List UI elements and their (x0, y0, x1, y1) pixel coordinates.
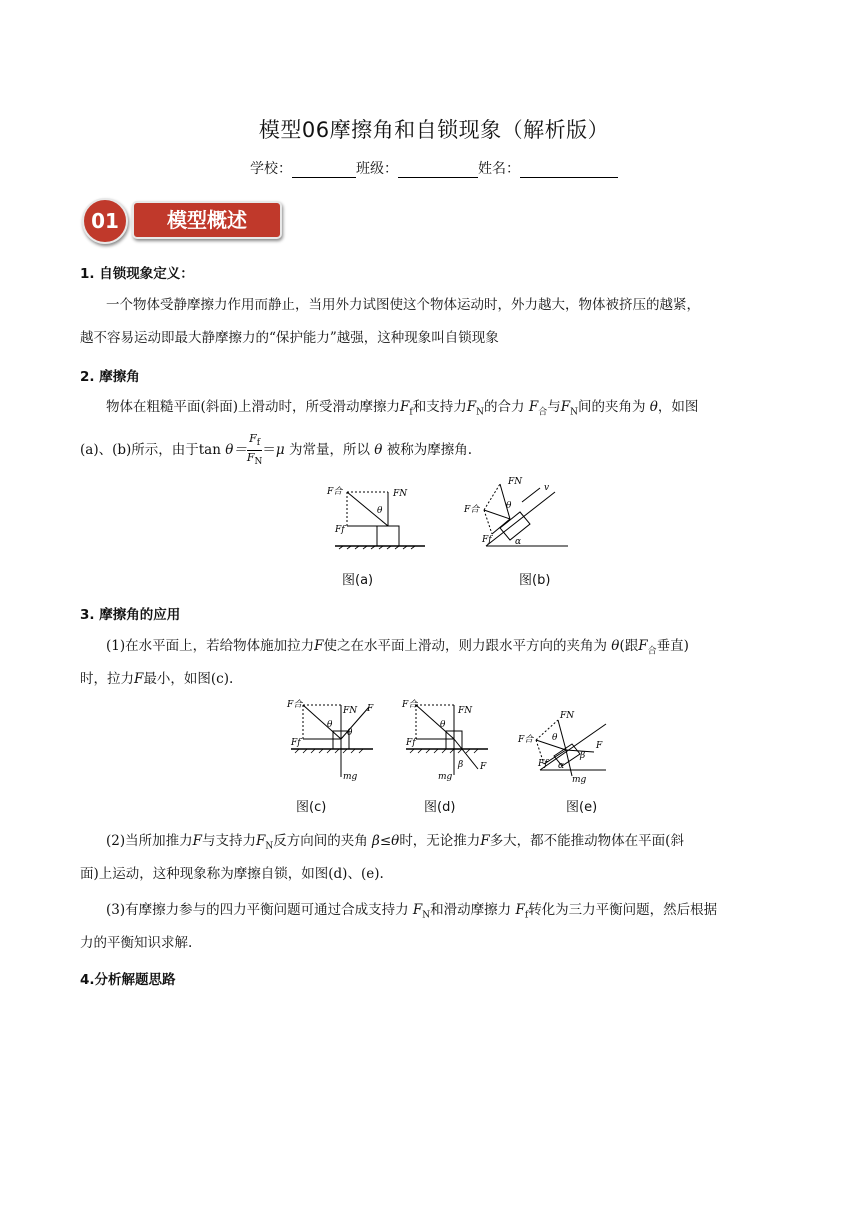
figure-e (514, 706, 614, 784)
s1-line-1: 一个物体受静摩擦力作用而静止，当用外力试图使这个物体运动时，外力越大，物体被挤压的越紧， (106, 297, 700, 313)
sym-beta: β (372, 833, 380, 849)
fig-a-label: FN (393, 489, 408, 499)
sym-F: F (412, 902, 423, 918)
s3-p3-line-1 (106, 894, 717, 933)
name-label: 姓名： (478, 161, 520, 177)
s3-p1-line-2 (80, 663, 233, 696)
text: 使之在水平面上滑动，则力跟水平方向的夹角为 (323, 638, 607, 654)
fig-d-label: F合 (402, 700, 418, 710)
s3-p3-line-2: 力的平衡知识求解. (80, 935, 193, 951)
sub-n: N (476, 407, 485, 418)
text: (跟 (619, 638, 639, 654)
fig-c-label: FN (343, 706, 358, 716)
fig-b-label: Ff (482, 535, 492, 545)
sub-n: N (265, 841, 274, 852)
fig-d-label: θ (440, 720, 446, 730)
sub-f: f (409, 407, 413, 418)
sub-he: 合 (647, 646, 657, 657)
sym-mu: μ (275, 442, 285, 459)
sub-f: f (524, 910, 529, 921)
sym-F: F (400, 399, 410, 415)
fig-e-label: F (596, 741, 603, 751)
fig-c-label: θ (347, 728, 353, 738)
sym-F: F (638, 638, 648, 654)
heading-1: 1. 自锁现象定义： (80, 266, 194, 282)
caption-c: 图(c) (296, 800, 327, 815)
text: (3)有摩擦力参与的四力平衡问题可通过合成支持力 (106, 902, 409, 918)
fig-c-label: θ (327, 720, 333, 730)
fig-a-label: F合 (327, 487, 343, 497)
text: ≤ (379, 833, 392, 849)
sym-F: F (256, 833, 266, 849)
figure-b (460, 474, 575, 550)
caption-a: 图(a) (342, 573, 374, 588)
text: 最小，如图(c). (143, 671, 234, 687)
sub-he: 合 (538, 407, 548, 418)
sym-theta: θ (649, 399, 658, 415)
fig-d-label: Ff (406, 738, 416, 748)
s3-p2-line-2: 面)上运动，这种现象称为摩擦自锁，如图(d)、(e). (80, 866, 384, 882)
sym-F: F (249, 432, 257, 445)
fig-c-label: F (367, 704, 374, 714)
sym-F: F (480, 833, 490, 849)
fig-d-label: β (458, 760, 464, 770)
figure-d (400, 695, 494, 785)
fig-b-label: v (544, 483, 550, 493)
s1-line-2: 越不容易运动即最大静摩擦力的“保护能力”越强，这种现象叫自锁现象 (80, 330, 499, 346)
fig-d-label: mg (438, 772, 453, 782)
fig-b-label: θ (506, 501, 512, 511)
fig-e-label: Ff (538, 759, 548, 769)
caption-b: 图(b) (519, 573, 551, 588)
text: (2)当所加推力 (106, 833, 193, 849)
class-label: 班级： (356, 161, 398, 177)
sym-F: F (314, 638, 324, 654)
text: 被称为摩擦角. (386, 442, 472, 459)
s2-line-1 (106, 391, 698, 430)
text: 和滑动摩擦力 (430, 902, 512, 918)
sym-F: F (134, 671, 144, 687)
figure-c (283, 695, 381, 785)
sub-n: N (570, 407, 578, 418)
fig-c-label: F合 (287, 700, 303, 710)
text: 和支持力 (412, 399, 467, 415)
fig-e-label: β (580, 751, 586, 761)
sym-theta: θ (611, 638, 620, 654)
equation-part: θ＝ (225, 442, 247, 459)
text: 多大，都不能推动物体在平面(斜 (489, 833, 684, 849)
fig-d-label: F (480, 762, 487, 772)
badge-label: 模型概述 (132, 201, 282, 239)
sym-F: F (192, 833, 202, 849)
sym-F: F (246, 451, 255, 465)
text: 反方向间的夹角 (273, 833, 368, 849)
text: 与支持力 (202, 833, 256, 849)
sym-F: F (528, 399, 539, 415)
fig-b-label: F合 (464, 505, 480, 515)
student-info-line (0, 158, 868, 178)
sub-n: N (422, 910, 431, 921)
text: 物体在粗糙平面(斜面)上滑动时，所受滑动摩擦力 (106, 399, 401, 415)
heading-3: 3. 摩擦角的应用 (80, 607, 181, 623)
text: 的合力 (484, 399, 525, 415)
badge-number: 01 (82, 198, 128, 244)
figure-a (325, 478, 435, 550)
text: 垂直) (656, 638, 689, 654)
text: ，如图 (657, 399, 699, 415)
sub-n: N (254, 457, 263, 468)
fig-b-label: α (515, 537, 522, 547)
s2-line-2 (80, 432, 472, 469)
caption-d: 图(d) (424, 800, 456, 815)
text: 为常量，所以 (288, 442, 370, 459)
name-blank[interactable] (520, 163, 618, 178)
fraction (247, 432, 263, 469)
fig-c-label: Ff (291, 738, 301, 748)
text: 转化为三力平衡问题，然后根据 (528, 902, 718, 918)
text: 时，无论推力 (399, 833, 481, 849)
text: (a)、(b)所示，由于tan (80, 442, 221, 459)
fig-e-label: mg (572, 775, 587, 784)
text: 间的夹角为 (577, 399, 646, 415)
sym-theta: θ (374, 442, 383, 459)
fig-c-label: mg (343, 772, 358, 782)
fig-b-label: FN (508, 477, 523, 487)
school-blank[interactable] (292, 163, 356, 178)
heading-4: 4.分析解题思路 (80, 972, 176, 988)
section-badge (82, 198, 282, 242)
sym-F: F (560, 399, 571, 415)
fig-e-label: θ (552, 733, 558, 743)
sym-theta: θ (391, 833, 400, 849)
fig-a-label: Ff (335, 525, 345, 535)
sub-f: f (256, 438, 261, 449)
text: 与 (547, 399, 561, 415)
fig-e-label: FN (560, 711, 575, 721)
fig-e-label: F合 (518, 735, 534, 745)
equation-part: ＝ (262, 442, 276, 459)
school-label: 学校： (250, 161, 292, 177)
caption-e: 图(e) (566, 800, 598, 815)
text: (1)在水平面上，若给物体施加拉力 (106, 638, 315, 654)
sym-F: F (466, 399, 477, 415)
sym-F: F (515, 902, 525, 918)
text: 时，拉力 (80, 671, 134, 687)
page-title: 模型06摩擦角和自锁现象（解析版） (258, 118, 610, 142)
fig-a-label: θ (377, 506, 383, 516)
fig-d-label: FN (458, 706, 473, 716)
fig-e-label: α (558, 761, 565, 771)
heading-2: 2. 摩擦角 (80, 369, 140, 385)
class-blank[interactable] (398, 163, 478, 178)
